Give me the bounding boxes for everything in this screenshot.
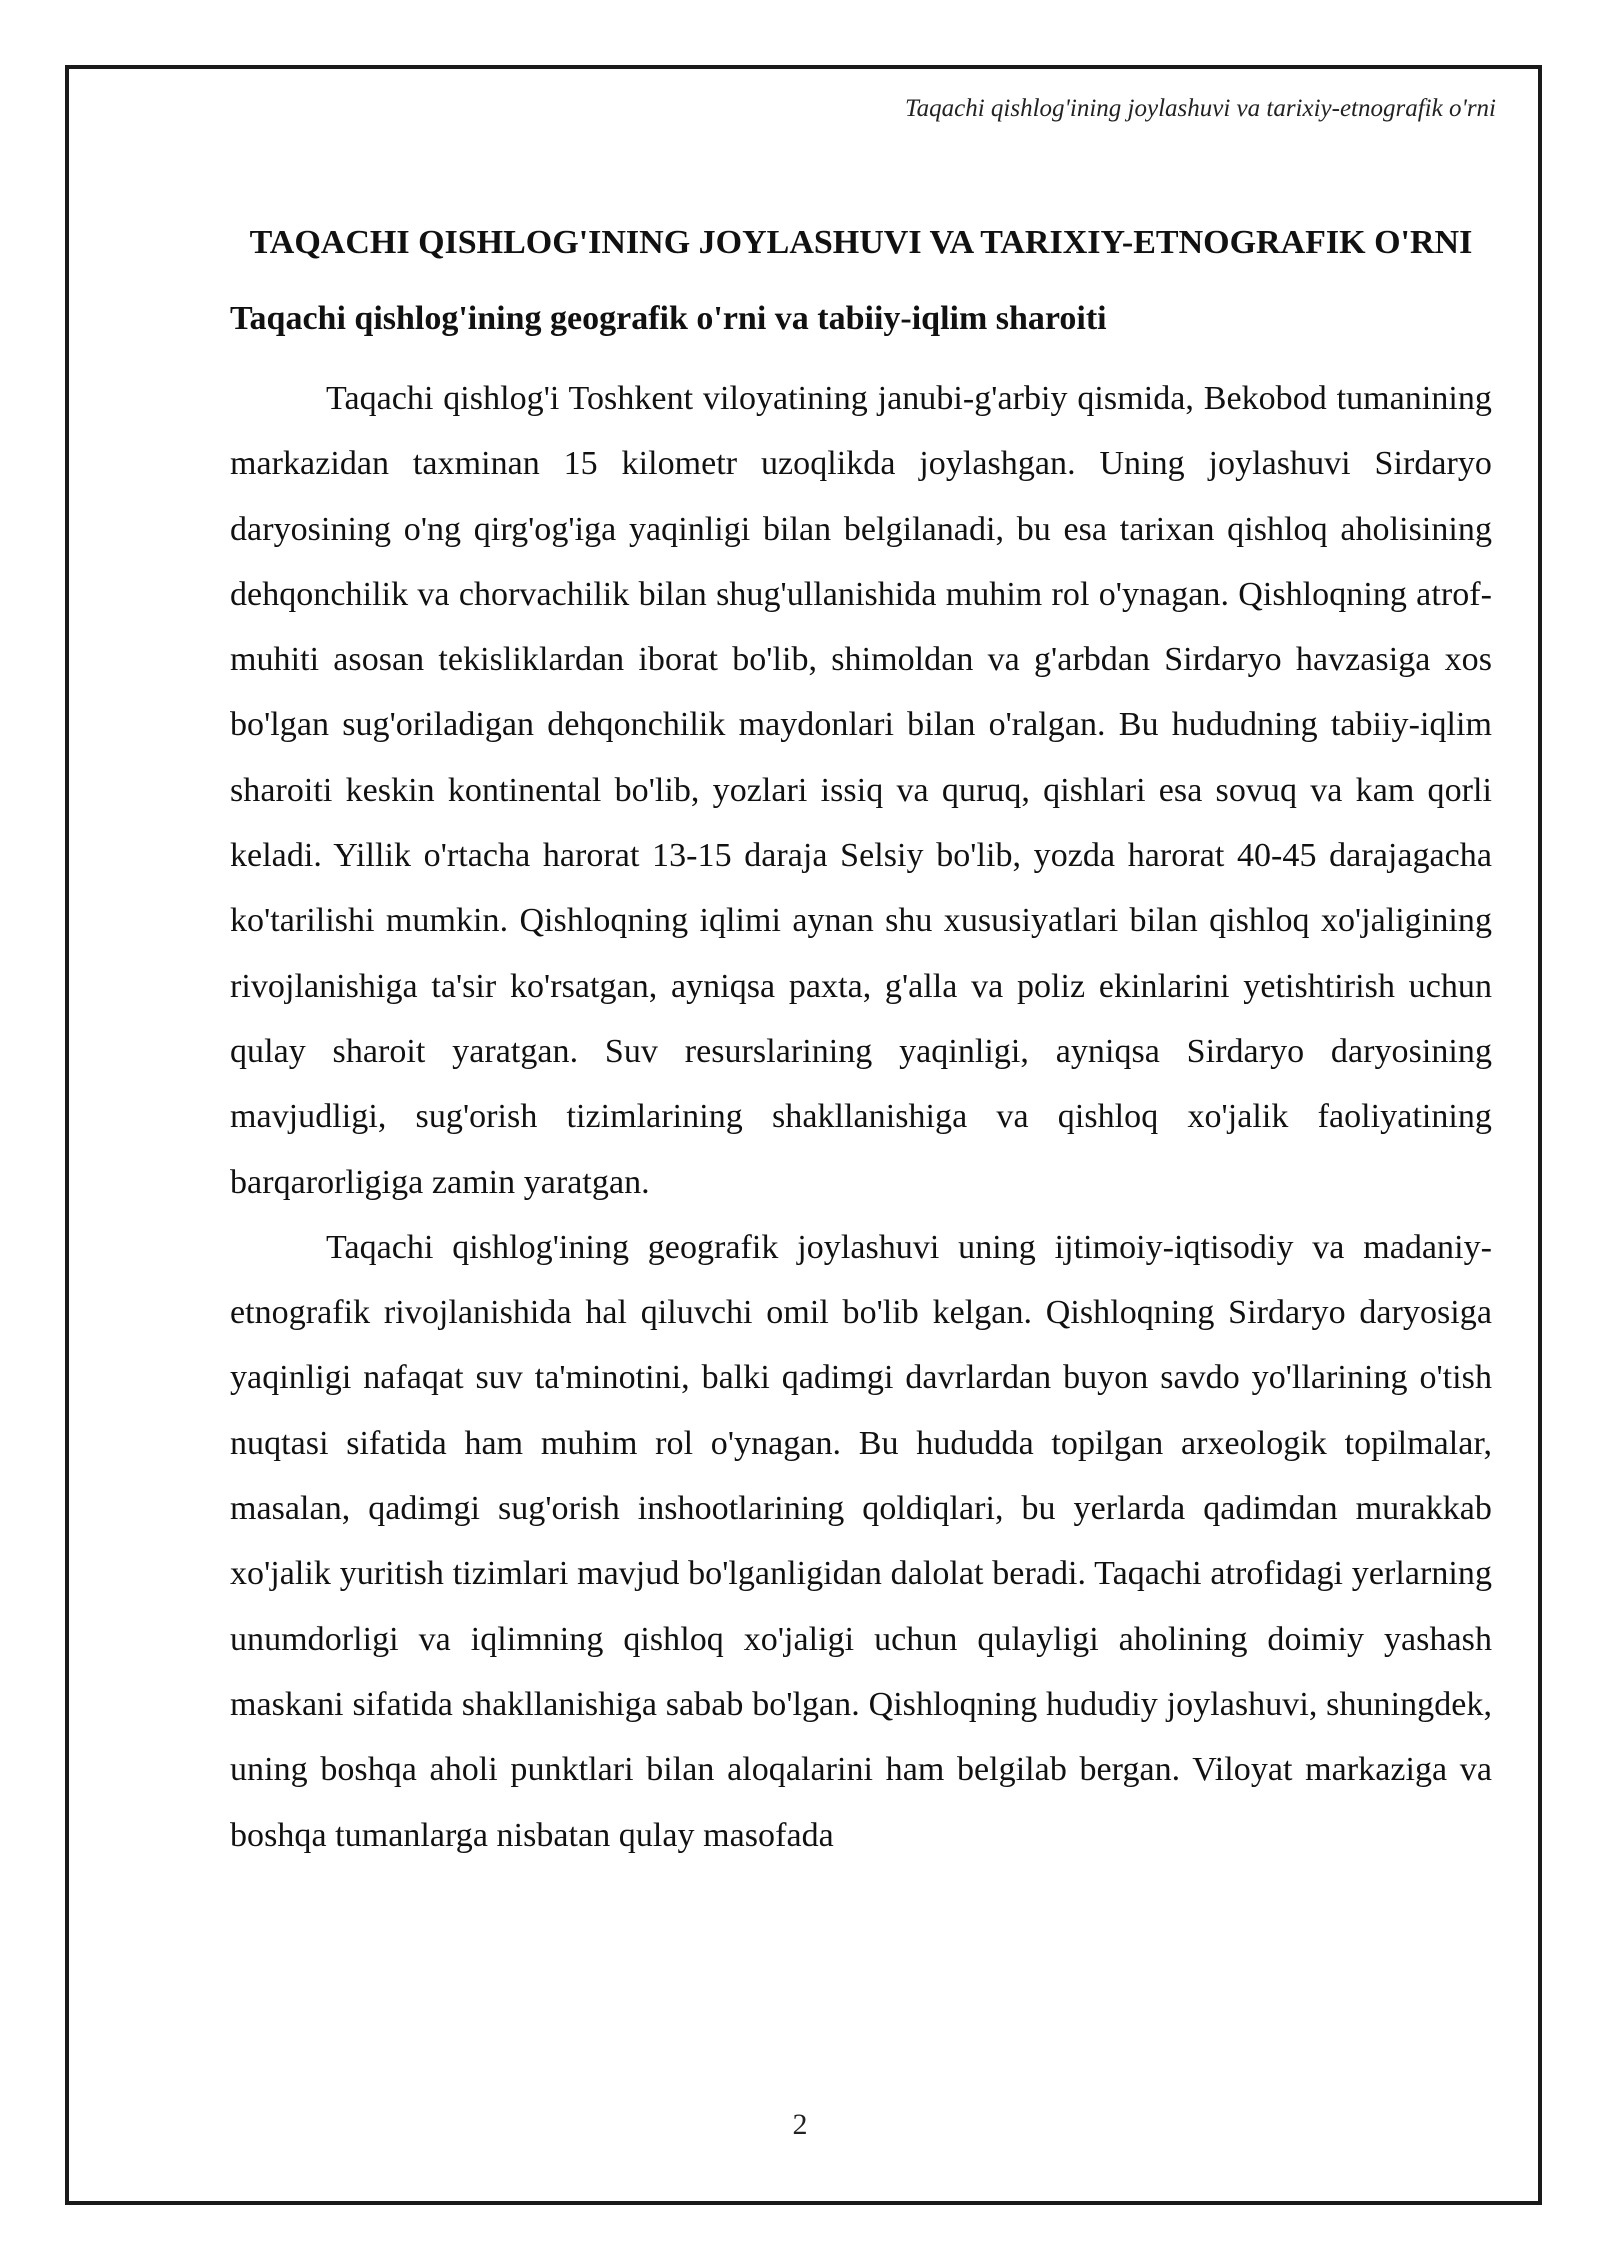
paragraph-2: Taqachi qishlog'ining geografik joylashuvi uning ijtimoiy-iqtisodiy va madaniy-etnografik rivojlanishida hal qiluvchi omil bo'lib kelgan. Qishloqning Sirdaryo daryosiga yaqinligi nafaqat suv ta'minotini, balki qadimgi davrlardan buyon savdo yo'llarining o'tish nuqtasi sifatida ham muhim rol o'ynagan. Bu hududda topilgan arxeologik topilmalar, masalan, qadimgi sug'orish inshootlarining qoldiqlari, bu yerlarda qadimdan murakkab xo'jalik yuritish tizimlari mavjud bo'lganligidan dalolat beradi. Taqachi atrofidagi yerlarning unumdorligi va iqlimning qishloq xo'jaligi uchun qulayligi aholining doimiy yashash maskani sifatida shakllanishiga sabab bo'lgan. Qishloqning hududiy joylashuvi, shuningdek, uning boshqa aholi punktlari bilan aloqalarini ham belgilab bergan. Viloyat markaziga va boshqa tumanlarga nisbatan qulay masofada — [230, 1228, 1492, 1854]
document-body — [230, 210, 1492, 1868]
page-number: 2 — [792, 2108, 808, 2141]
section-title: Taqachi qishlog'ining geografik o'rni va tabiiy-iqlim sharoiti — [230, 300, 1107, 337]
document-title: TAQACHI QISHLOG'INING JOYLASHUVI VA TARIXIY-ETNOGRAFIK O'RNI — [249, 224, 1473, 261]
paragraph-1: Taqachi qishlog'i Toshkent viloyatining janubi-g'arbiy qismida, Bekobod tumanining markazidan taxminan 15 kilometr uzoqlikda joylashgan. Uning joylashuvi Sirdaryo daryosining o'ng qirg'og'iga yaqinligi bilan belgilanadi, bu esa tarixan qishloq aholisining dehqonchilik va chorvachilik bilan shug'ullanishida muhim rol o'ynagan. Qishloqning atrof-muhiti asosan tekisliklardan iborat bo'lib, shimoldan va g'arbdan Sirdaryo havzasiga xos bo'lgan sug'oriladigan dehqonchilik maydonlari bilan o'ralgan. Bu hududning tabiiy-iqlim sharoiti keskin kontinental bo'lib, yozlari issiq va quruq, qishlari esa sovuq va kam qorli keladi. Yillik o'rtacha harorat 13-15 daraja Selsiy bo'lib, yozda harorat 40-45 darajagacha ko'tarilishi mumkin. Qishloqning iqlimi aynan shu xususiyatlari bilan qishloq xo'jaligining rivojlanishiga ta'sir ko'rsatgan, ayniqsa paxta, g'alla va poliz ekinlarini yetishtirish uchun qulay sharoit yaratgan. Suv resurslarining yaqinligi, ayniqsa Sirdaryo daryosining mavjudligi, sug'orish tizimlarining shakllanishiga va qishloq xo'jalik faoliyatining barqarorligiga zamin yaratgan. — [230, 380, 1492, 1201]
running-header: Taqachi qishlog'ining joylashuvi va tarixiy-etnografik o'rni — [905, 95, 1496, 122]
